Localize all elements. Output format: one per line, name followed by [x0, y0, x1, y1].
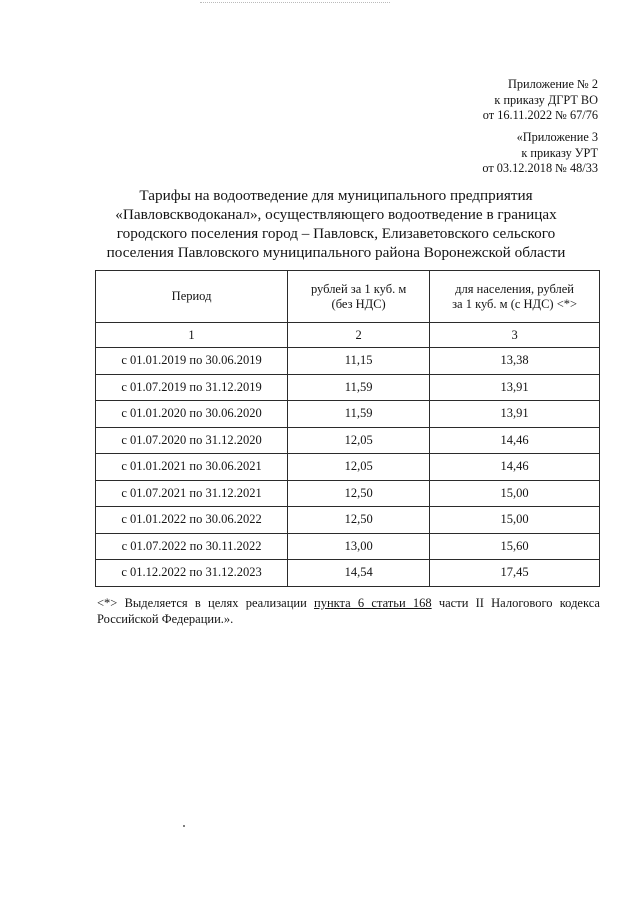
population-cell: 14,46 — [430, 454, 600, 481]
period-cell: с 01.12.2022 по 31.12.2023 — [96, 560, 288, 587]
header-population — [430, 271, 600, 323]
column-number-row — [96, 323, 600, 348]
no-vat-cell: 12,05 — [288, 454, 430, 481]
period-cell: с 01.07.2022 по 30.11.2022 — [96, 533, 288, 560]
table-row — [96, 454, 600, 481]
population-cell: 15,00 — [430, 480, 600, 507]
annex-current-line: к приказу ДГРТ ВО — [494, 92, 598, 107]
title-line: поселения Павловского муниципального района Воронежской области — [106, 244, 566, 261]
annex-previous — [482, 130, 598, 177]
population-cell: 14,46 — [430, 427, 600, 454]
annex-current — [483, 77, 598, 124]
table-row — [96, 480, 600, 507]
table-row — [96, 533, 600, 560]
no-vat-cell: 12,50 — [288, 507, 430, 534]
table-header-row — [96, 271, 600, 323]
no-vat-cell: 13,00 — [288, 533, 430, 560]
period-cell: с 01.01.2020 по 30.06.2020 — [96, 401, 288, 428]
no-vat-cell: 12,50 — [288, 480, 430, 507]
annex-current-line: от 16.11.2022 № 67/76 — [482, 108, 598, 122]
annex-current-line: Приложение № 2 — [507, 77, 598, 91]
period-cell: с 01.01.2019 по 30.06.2019 — [96, 348, 288, 375]
annex-previous-line: от 03.12.2018 № 48/33 — [482, 161, 598, 175]
period-cell: с 01.01.2021 по 30.06.2021 — [96, 454, 288, 481]
population-cell: 15,60 — [430, 533, 600, 560]
table-row — [96, 401, 600, 428]
table-row — [96, 560, 600, 587]
population-cell: 17,45 — [430, 560, 600, 587]
title-line: «Павловскводоканал», осуществляющего водоотведение в границах — [115, 206, 557, 223]
title-line: городского поселения город – Павловск, Елизаветовского сельского — [116, 225, 556, 242]
footnote-text-end: части II Налогового кодекса Российской Федерации.». — [97, 596, 600, 626]
no-vat-cell: 11,59 — [288, 401, 430, 428]
population-cell: 13,38 — [430, 348, 600, 375]
header-no-vat-line: (без НДС) — [331, 296, 386, 311]
header-no-vat-line: рублей за 1 куб. м — [310, 281, 407, 296]
header-no-vat — [288, 271, 430, 323]
header-population-line: за 1 куб. м (с НДС) <*> — [452, 296, 578, 311]
annex-previous-line: к приказу УРТ — [521, 145, 598, 160]
table-row — [96, 348, 600, 375]
title-line: Тарифы на водоотведение для муниципального предприятия — [139, 187, 533, 204]
period-cell: с 01.07.2019 по 31.12.2019 — [96, 374, 288, 401]
footnote — [97, 596, 600, 627]
header-population-line: для населения, рублей — [455, 281, 574, 296]
footnote-text-start: <*> Выделяется в целях реализации — [97, 596, 315, 610]
document-title — [100, 186, 572, 262]
no-vat-cell: 11,15 — [288, 348, 430, 375]
header-period: Период — [96, 271, 288, 323]
table-row — [96, 374, 600, 401]
population-cell: 13,91 — [430, 374, 600, 401]
period-cell: с 01.01.2022 по 30.06.2022 — [96, 507, 288, 534]
period-cell: с 01.07.2020 по 31.12.2020 — [96, 427, 288, 454]
population-cell: 13,91 — [430, 401, 600, 428]
tariff-table — [95, 270, 600, 587]
scan-speck — [183, 825, 185, 827]
tax-code-article-link[interactable]: пункта 6 статьи 168 — [314, 596, 432, 610]
column-number: 3 — [430, 323, 600, 348]
no-vat-cell: 11,59 — [288, 374, 430, 401]
period-cell: с 01.07.2021 по 31.12.2021 — [96, 480, 288, 507]
population-cell: 15,00 — [430, 507, 600, 534]
annex-previous-line: «Приложение 3 — [516, 130, 598, 144]
table-row — [96, 427, 600, 454]
table-row — [96, 507, 600, 534]
column-number: 2 — [288, 323, 430, 348]
no-vat-cell: 12,05 — [288, 427, 430, 454]
no-vat-cell: 14,54 — [288, 560, 430, 587]
column-number: 1 — [96, 323, 288, 348]
scan-noise — [200, 2, 390, 6]
